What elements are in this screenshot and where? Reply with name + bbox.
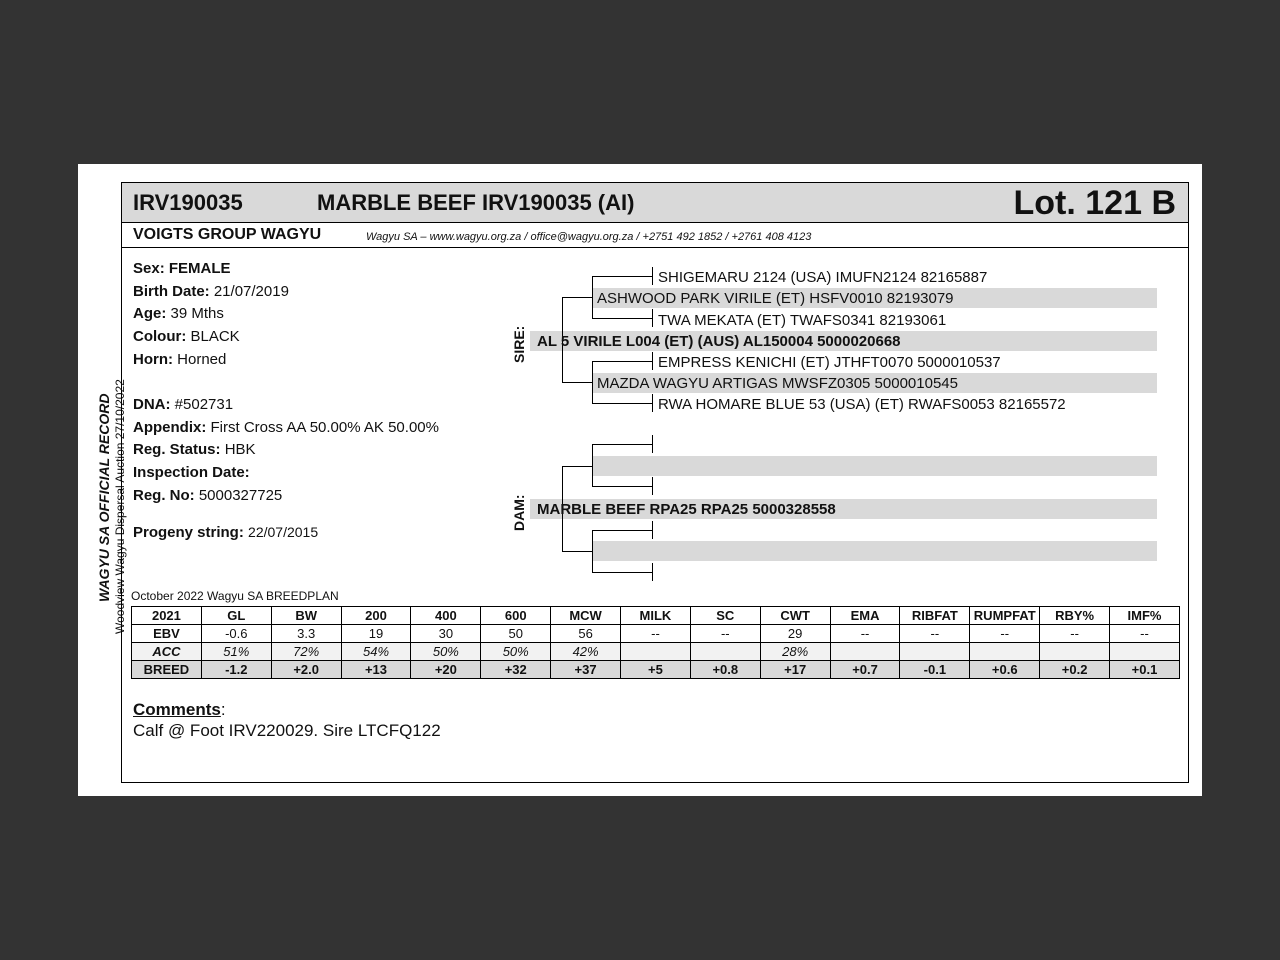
ebv-cell: 50: [481, 625, 551, 643]
bracket-line: [592, 530, 652, 531]
ebv-cell: -1.2: [201, 661, 271, 679]
ebv-header-cell: CWT: [760, 607, 830, 625]
inspection-row: Inspection Date:: [133, 464, 250, 481]
ebv-cell: 42%: [551, 643, 621, 661]
bracket-line: [652, 267, 653, 285]
ebv-cell: 30: [411, 625, 481, 643]
sire-dam-dam: RWA HOMARE BLUE 53 (USA) (ET) RWAFS0053 82165572: [658, 396, 1066, 413]
birth-row: Birth Date: 21/07/2019: [133, 283, 289, 300]
breedplan-caption: October 2022 Wagyu SA BREEDPLAN: [131, 589, 339, 603]
reg-no-row: Reg. No: 5000327725: [133, 487, 283, 504]
dam-label: DAM:: [511, 494, 527, 531]
birth-value: 21/07/2019: [213, 283, 289, 300]
ebv-cell: [900, 643, 970, 661]
reg-status-value: HBK: [224, 441, 256, 458]
ebv-cell: 54%: [341, 643, 411, 661]
ebv-cell: --: [970, 625, 1040, 643]
sire-sire-dam: TWA MEKATA (ET) TWAFS0341 82193061: [658, 312, 947, 329]
age-row: Age: 39 Mths: [133, 305, 224, 322]
ebv-cell: +17: [760, 661, 830, 679]
ebv-cell: [830, 643, 900, 661]
bracket-line: [592, 276, 593, 319]
bracket-line: [592, 361, 593, 404]
ebv-cell: --: [830, 625, 900, 643]
sire-label: SIRE:: [511, 325, 527, 363]
breeder-name: VOIGTS GROUP WAGYU: [133, 226, 322, 243]
bracket-line: [592, 486, 652, 487]
progeny-value: 22/07/2015: [248, 524, 319, 540]
ebv-header-cell: EMA: [830, 607, 900, 625]
ebv-cell: +0.2: [1040, 661, 1110, 679]
bracket-line: [652, 352, 653, 370]
ebv-header-row: [132, 607, 1180, 625]
ebv-cell: +5: [621, 661, 691, 679]
horn-row: Horn: Horned: [133, 351, 227, 368]
ebv-cell: [1110, 643, 1180, 661]
ebv-cell: +32: [481, 661, 551, 679]
ebv-header-cell: BW: [271, 607, 341, 625]
ebv-row-ebv: [132, 625, 1180, 643]
title-bar: [122, 183, 1188, 223]
ebv-cell: 72%: [271, 643, 341, 661]
ebv-cell: 50%: [411, 643, 481, 661]
reg-no-value: 5000327725: [198, 487, 283, 504]
ebv-cell: +0.7: [830, 661, 900, 679]
bracket-line: [592, 572, 652, 573]
ebv-cell: +20: [411, 661, 481, 679]
comments-text: Calf @ Foot IRV220029. Sire LTCFQ122: [133, 721, 441, 740]
ebv-cell: +13: [341, 661, 411, 679]
ebv-cell: +0.8: [690, 661, 760, 679]
bracket-line: [592, 361, 652, 362]
bracket-line: [562, 466, 592, 467]
bracket-line: [592, 403, 652, 404]
ebv-row-acc: [132, 643, 1180, 661]
ebv-cell: 29: [760, 625, 830, 643]
ebv-row-label: ACC: [132, 643, 202, 661]
bracket-line: [652, 521, 653, 539]
bracket-line: [592, 444, 593, 487]
animal-name: MARBLE BEEF IRV190035 (AI): [317, 190, 635, 215]
bracket-line: [592, 530, 593, 573]
sex-row: Sex: FEMALE: [133, 260, 231, 277]
sire: AL 5 VIRILE L004 (ET) (AUS) AL150004 5000020668: [537, 333, 901, 350]
sire-dam-sire: EMPRESS KENICHI (ET) JTHFT0070 5000010537: [658, 354, 1001, 371]
animal-id: IRV190035: [133, 190, 243, 215]
bracket-line: [562, 297, 592, 298]
appendix-value: First Cross AA 50.00% AK 50.00%: [210, 419, 439, 436]
ebv-cell: 19: [341, 625, 411, 643]
ebv-cell: 28%: [760, 643, 830, 661]
ebv-header-cell: 400: [411, 607, 481, 625]
ebv-cell: -0.1: [900, 661, 970, 679]
sire-sire: ASHWOOD PARK VIRILE (ET) HSFV0010 82193079: [597, 290, 954, 307]
bracket-line: [592, 444, 652, 445]
ebv-cell: [970, 643, 1040, 661]
lot-number: Lot. 121 B: [1013, 184, 1176, 222]
ebv-cell: [1040, 643, 1110, 661]
progeny-row: Progeny string: 22/07/2015: [133, 524, 319, 541]
ebv-cell: --: [690, 625, 760, 643]
bracket-line: [652, 477, 653, 495]
ebv-cell: +37: [551, 661, 621, 679]
age-value: 39 Mths: [170, 305, 224, 322]
contact-info: Wagyu SA – www.wagyu.org.za / office@wagyu.org.za / +2751 492 1852 / +2761 408 4123: [366, 231, 812, 243]
dam-dam-bar: [592, 541, 1157, 561]
official-record-label: WAGYU SA OFFICIAL RECORD: [96, 393, 112, 602]
bracket-line: [562, 382, 592, 383]
ebv-cell: --: [1040, 625, 1110, 643]
bracket-line: [562, 551, 592, 552]
sire-sire-sire: SHIGEMARU 2124 (USA) IMUFN2124 82165887: [658, 269, 988, 286]
ebv-header-cell: 600: [481, 607, 551, 625]
ebv-header-cell: RIBFAT: [900, 607, 970, 625]
horn-value: Horned: [177, 351, 227, 368]
colour-value: BLACK: [190, 328, 240, 345]
ebv-cell: 3.3: [271, 625, 341, 643]
ebv-cell: +2.0: [271, 661, 341, 679]
bracket-line: [652, 309, 653, 327]
ebv-cell: +0.6: [970, 661, 1040, 679]
ebv-row-label: EBV: [132, 625, 202, 643]
ebv-header-cell: GL: [201, 607, 271, 625]
ebv-cell: --: [1110, 625, 1180, 643]
dam: MARBLE BEEF RPA25 RPA25 5000328558: [537, 501, 836, 518]
ebv-header-cell: IMF%: [1110, 607, 1180, 625]
ebv-row-breed: [132, 661, 1180, 679]
dna-row: DNA: #502731: [133, 396, 234, 413]
ebv-header-cell: MILK: [621, 607, 691, 625]
reg-status-row: Reg. Status: HBK: [133, 441, 256, 458]
ebv-cell: 56: [551, 625, 621, 643]
record-frame: [121, 182, 1189, 783]
colour-row: Colour: BLACK: [133, 328, 240, 345]
ebv-row-label: BREED: [132, 661, 202, 679]
comments-heading-row: Comments:: [133, 700, 226, 719]
ebv-cell: [621, 643, 691, 661]
ebv-header-cell: 200: [341, 607, 411, 625]
ebv-header-cell: RBY%: [1040, 607, 1110, 625]
sex-value: FEMALE: [168, 260, 231, 277]
auction-label: Woodview Wagyu Dispersal Auction 27/10/2022: [113, 379, 127, 634]
ebv-cell: 51%: [201, 643, 271, 661]
ebv-cell: [690, 643, 760, 661]
bracket-line: [652, 563, 653, 581]
bracket-line: [652, 394, 653, 412]
appendix-row: Appendix: First Cross AA 50.00% AK 50.00%: [133, 419, 439, 436]
ebv-cell: --: [621, 625, 691, 643]
comments-heading: Comments: [133, 700, 221, 719]
sire-dam: MAZDA WAGYU ARTIGAS MWSFZ0305 5000010545: [597, 375, 958, 392]
dam-sire-bar: [592, 456, 1157, 476]
bracket-line: [592, 318, 652, 319]
ebv-cell: --: [900, 625, 970, 643]
ebv-header-cell: 2021: [132, 607, 202, 625]
ebv-cell: -0.6: [201, 625, 271, 643]
bracket-line: [652, 435, 653, 453]
ebv-header-cell: SC: [690, 607, 760, 625]
ebv-cell: +0.1: [1110, 661, 1180, 679]
bracket-line: [592, 276, 652, 277]
ebv-header-cell: MCW: [551, 607, 621, 625]
dna-value: #502731: [174, 396, 234, 413]
ebv-header-cell: RUMPFAT: [970, 607, 1040, 625]
ebv-table: [131, 606, 1180, 679]
breeder-bar: [122, 223, 1188, 248]
ebv-cell: 50%: [481, 643, 551, 661]
